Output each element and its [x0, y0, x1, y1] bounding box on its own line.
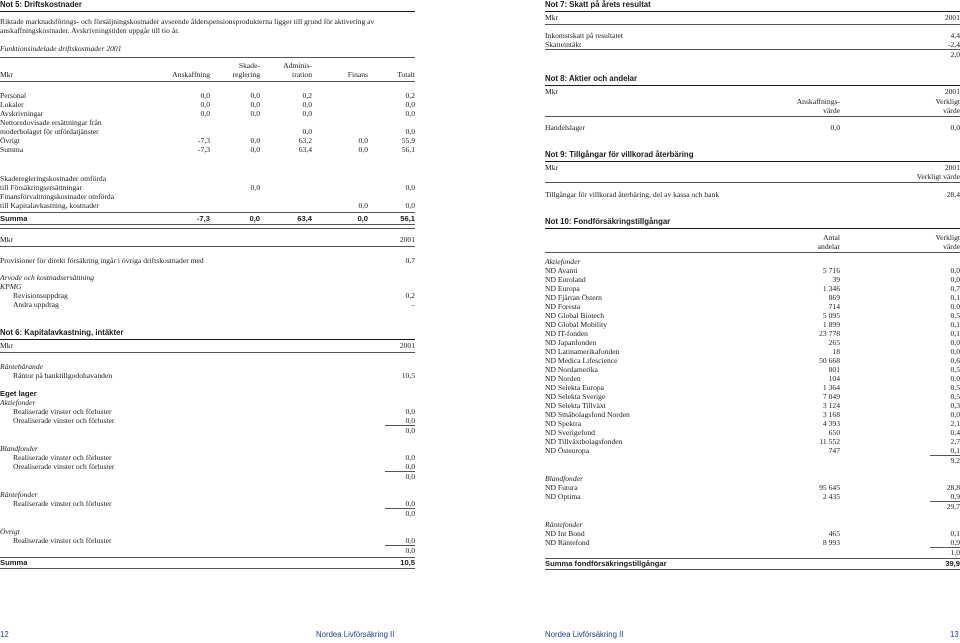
row-label: Lokaler: [0, 100, 24, 109]
group-sum-value: 0,0: [405, 546, 415, 555]
note10-title: Not 10: Fondförsäkringstillgångar: [545, 217, 671, 226]
fund-units: 18: [832, 347, 840, 356]
row-label: Inkomstskatt på resultatet: [545, 31, 624, 40]
group-line: [0, 499, 415, 508]
aktiefond-row: [545, 365, 960, 374]
fund-name: ND Futura: [545, 483, 578, 492]
row-value: 0,0: [358, 201, 368, 210]
fund-name: ND Europa: [545, 284, 580, 293]
line-label: Realiserade vinster och förluster: [13, 407, 112, 416]
note5-row: [0, 127, 415, 136]
handelslager-row: Handelslager 0,0 0,0: [545, 123, 960, 132]
row-label: Nettoredovisade ersättningar från: [0, 118, 102, 127]
fund-name: ND Selekta Tillväxt: [545, 401, 606, 410]
note5-row: [0, 109, 415, 118]
row-label: Avskrivningar: [0, 109, 44, 118]
aktiefond-row: [545, 311, 960, 320]
fund-units: 39: [832, 275, 840, 284]
fund-name: ND Foresta: [545, 302, 581, 311]
row-label: till Kapitalavkastning, kostnader: [0, 201, 99, 210]
note5-intro: Riktade marknadsförings- och försäljningskostnader avseende ålderspensionsprodukterna ligger till grund för aktivering av anskaffningskostnader. Avskrivningstiden uppgår till tio år.: [0, 17, 375, 35]
blandfond-row: [545, 483, 960, 492]
row-value: 0,0: [405, 201, 415, 210]
fund-value: 0,0: [950, 266, 960, 275]
fund-name: ND Spektra: [545, 419, 582, 428]
aktiefond-row: [545, 320, 960, 329]
note10-summa-row: Summa fondförsäkringstillgångar 39,9: [545, 559, 960, 568]
fund-name: ND Euroland: [545, 275, 586, 284]
note5-omforda-row: [0, 174, 415, 183]
rantefond-row: [545, 529, 960, 538]
fund-value: 0,4: [950, 428, 960, 437]
line-value: 0,0: [405, 407, 415, 416]
row-value: 0,0: [405, 183, 415, 192]
row-label: Personal: [0, 91, 27, 100]
group-line: [0, 416, 415, 425]
fund-name: ND Räntefond: [545, 538, 590, 547]
row-value: 0,0: [302, 127, 312, 136]
row-value: 0,0: [302, 109, 312, 118]
andra-uppdrag-row: Andra uppdrag –: [13, 300, 415, 309]
note9-title: Not 9: Tillgångar för villkorad återbäring: [545, 150, 694, 159]
group-sum: [0, 472, 415, 481]
footer-brand-left: Nordea Livförsäkring II: [316, 630, 395, 639]
note5-row: [0, 145, 415, 154]
fund-value: 0,1: [950, 529, 960, 538]
fund-units: 8 993: [822, 538, 840, 547]
fund-name: ND Global Mobility: [545, 320, 608, 329]
fund-value: 0,9: [950, 538, 960, 547]
fund-name: ND Latinamerikafonden: [545, 347, 620, 356]
group-line: [0, 536, 415, 545]
aktiefond-row: [545, 338, 960, 347]
villkorad-aterbaring-row: Tillgångar för villkorad återbäring, del av kassa och bank 28,4: [545, 190, 960, 199]
fund-name: ND Optima: [545, 492, 581, 501]
note8-title: Not 8: Aktier och andelar: [545, 74, 637, 83]
fund-value: 0,1: [950, 293, 960, 302]
fund-value: 0,1: [950, 320, 960, 329]
aktiefond-row: [545, 410, 960, 419]
footer-page-number-left: 12: [0, 630, 9, 639]
line-value: 0,0: [405, 499, 415, 508]
fund-value: 0,1: [950, 329, 960, 338]
note6-section: Not 6: Kapitalavkastning, intäkter Mkr 2001 Räntebärande Räntor på banktillgodohavanden 10,5 Eget lager Aktiefonder Realiserade vinster och förluster 0,0 Orealiserade vinster och förluster 0,0 0,0 Blandfonder Realiserade vinster och förluster 0,0 Orealiserade vinster och förluster 0,0 0,0 Räntefonder Realiserade vinster och förluster 0,0 0,0 Övrigt Realiserade vinster och förluster 0,0 0,0 Summa 10,5: [0, 328, 415, 567]
row-value: 0,0: [358, 145, 368, 154]
fund-units: 23 778: [819, 329, 840, 338]
group-line: [0, 462, 415, 471]
line-value: 0,0: [405, 416, 415, 425]
fund-units: 2 435: [822, 492, 840, 501]
fund-name: ND Avanti: [545, 266, 578, 275]
row-value: 55,9: [401, 136, 415, 145]
note5-row: [0, 136, 415, 145]
fund-value: 0,6: [950, 356, 960, 365]
line-label: Realiserade vinster och förluster: [13, 453, 112, 462]
aktiefond-row: [545, 383, 960, 392]
line-label: Orealiserade vinster och förluster: [13, 462, 115, 471]
fund-name: ND Selekta Europa: [545, 383, 605, 392]
fund-units: 11 552: [819, 437, 840, 446]
group-heading: Aktiefonder: [0, 398, 36, 407]
row-value: 0,0: [249, 214, 260, 223]
aktiefond-row: [545, 293, 960, 302]
row-label: Finansförvaltningskostnader omförda: [0, 192, 115, 201]
footer-page-number-right: 13: [950, 630, 959, 639]
row-value: 0,0: [302, 100, 312, 109]
note5-omforda-row: [0, 201, 415, 210]
group-sum-value: 0,0: [405, 426, 415, 435]
fund-units: 5 095: [822, 311, 840, 320]
note8-column-header: Anskaffnings- värde Verkligt värde: [796, 97, 960, 115]
note5-omforda-row: [0, 183, 415, 192]
note7-title: Not 7: Skatt på årets resultat: [545, 0, 651, 9]
note5-column-header: Mkr Anskaffning Skade- reglering Adminis- tration Finans Totalt: [0, 61, 415, 79]
fund-value: 0,5: [950, 383, 960, 392]
aktiefond-row: [545, 266, 960, 275]
row-value: 0,0: [405, 127, 415, 136]
line-value: 0,0: [405, 536, 415, 545]
row-label: Skatteintäkt: [545, 40, 582, 49]
row-label: Övrigt: [0, 136, 20, 145]
aktiefonder-sum-row: 9,2: [950, 456, 960, 465]
fund-value: 0,7: [950, 284, 960, 293]
provision-row: Provisioner för direkt försäkring ingår i övriga driftskostnader med 0,7: [0, 256, 415, 265]
fund-units: 95 645: [819, 483, 840, 492]
aktiefond-row: [545, 329, 960, 338]
line-value: 0,0: [405, 453, 415, 462]
blandfond-row: [545, 492, 960, 501]
fund-units: 104: [828, 374, 840, 383]
note6-groups: [0, 398, 415, 555]
note5-section: [0, 0, 415, 225]
row-value: -7,3: [197, 136, 210, 145]
group-heading: Räntefonder: [0, 490, 38, 499]
line-value: 0,0: [405, 462, 415, 471]
fund-name: ND Selekta Sverige: [545, 392, 606, 401]
fund-value: 28,8: [946, 483, 960, 492]
fund-name: ND Int Bond: [545, 529, 585, 538]
fund-units: 265: [828, 338, 840, 347]
fund-value: 0,1: [950, 446, 960, 455]
row-value: -7,3: [196, 214, 210, 223]
note5-title: Not 5: Driftskostnader: [0, 0, 82, 9]
aktiefond-row: [545, 392, 960, 401]
fund-value: 0,0: [950, 302, 960, 311]
fund-units: 7 049: [822, 392, 840, 401]
note5-subtitle: Funktionsindelade driftskostnader 2001: [0, 44, 122, 53]
aktiefond-row: [545, 419, 960, 428]
fund-name: ND Nordamerika: [545, 365, 598, 374]
aktiefond-row: [545, 302, 960, 311]
row-value: 0,0: [250, 109, 260, 118]
fund-value: 2,1: [950, 419, 960, 428]
rantefonder-sum-row: 1,0: [950, 548, 960, 557]
note5-table-omforda: [0, 174, 415, 210]
group-sum: [0, 426, 415, 435]
note7-table: [545, 31, 960, 49]
row-value: 0,2: [405, 91, 415, 100]
group-line: [0, 407, 415, 416]
row-label: Skaderegleringskostnader omförda: [0, 174, 107, 183]
aktiefond-row: [545, 437, 960, 446]
note8-section: Not 8: Aktier och andelar Mkr 2001 Anskaffnings- värde Verkligt värde Handelslager 0,0 0,0: [545, 74, 960, 132]
fund-value: 0,0: [950, 374, 960, 383]
fund-value: 2,7: [950, 437, 960, 446]
note7-sum-row: 2,0: [950, 50, 960, 59]
fund-value: 0,0: [950, 338, 960, 347]
group-heading: Övrigt: [0, 527, 20, 536]
note7-row: [545, 31, 960, 40]
note5-omforda-row: [0, 192, 415, 201]
group-sum: [0, 509, 415, 518]
line-label: Realiserade vinster och förluster: [13, 499, 112, 508]
group-sum-value: 0,0: [405, 509, 415, 518]
aktiefond-row: [545, 347, 960, 356]
note7-row: [545, 40, 960, 49]
fund-name: ND Norden: [545, 374, 581, 383]
fund-units: 1 346: [822, 284, 840, 293]
aktiefond-row: [545, 446, 960, 455]
aktiefond-row: [545, 284, 960, 293]
fund-name: ND Tillväxtbolagsfonden: [545, 437, 623, 446]
note10-column-header: Antal andelar Verkligt värde: [817, 233, 960, 251]
fund-name: ND Småbolagsfond Norden: [545, 410, 630, 419]
row-value: 0,0: [405, 100, 415, 109]
fund-units: 869: [828, 293, 840, 302]
row-value: 0,0: [250, 100, 260, 109]
row-label: moderbolaget för utfördatjänster: [0, 127, 99, 136]
aktiefond-row: [545, 356, 960, 365]
row-value: 0,0: [357, 214, 368, 223]
note5-mkr-block: Mkr 2001 Provisioner för direkt försäkring ingår i övriga driftskostnader med 0,7 Arvode och kostnadsersättning KPMG Revisionsuppdrag 0,2 Andra uppdrag –: [0, 228, 415, 309]
fund-name: ND Japanfonden: [545, 338, 597, 347]
row-label: Summa: [0, 214, 28, 223]
row-value: 63,2: [298, 136, 312, 145]
fund-value: 0,0: [950, 410, 960, 419]
fund-units: 1 364: [822, 383, 840, 392]
row-value: -7,3: [197, 145, 210, 154]
blandfonder-sum-row: 29,7: [946, 502, 960, 511]
line-label: Orealiserade vinster och förluster: [13, 416, 115, 425]
fund-value: 0,9: [950, 492, 960, 501]
fund-units: 465: [828, 529, 840, 538]
row-value: 0,0: [250, 145, 260, 154]
fund-units: 3 124: [822, 401, 840, 410]
fund-units: 3 168: [822, 410, 840, 419]
fund-units: 4 393: [822, 419, 840, 428]
group-line: [0, 453, 415, 462]
row-value: 0,0: [250, 91, 260, 100]
fund-name: ND Sverigefond: [545, 428, 595, 437]
group-sum-value: 0,0: [405, 472, 415, 481]
fund-value: 0,3: [950, 401, 960, 410]
row-value: 0,0: [250, 136, 260, 145]
fund-value: 0,0: [950, 347, 960, 356]
footer-brand-right: Nordea Livförsäkring II: [545, 630, 624, 639]
fund-units: 801: [828, 365, 840, 374]
fund-units: 1 899: [822, 320, 840, 329]
fund-units: 50 668: [819, 356, 840, 365]
fund-units: 5 716: [822, 266, 840, 275]
row-value: 0,0: [250, 183, 260, 192]
row-value: 0,0: [358, 136, 368, 145]
row-value: 63,4: [297, 214, 312, 223]
note5-summa-row: [0, 214, 415, 223]
fund-value: 0,5: [950, 311, 960, 320]
page-left: [0, 0, 415, 643]
group-sum: [0, 546, 415, 555]
line-label: Realiserade vinster och förluster: [13, 536, 112, 545]
note7-section: Not 7: Skatt på årets resultat Mkr 2001 Inkomstskatt på resultatet 4,4 Skatteintäkt -2,4 2,0: [545, 0, 960, 59]
fund-name: ND Östeuropa: [545, 446, 590, 455]
page-right: [545, 0, 960, 643]
rantor-row: Räntor på banktillgodohavanden 10,5: [13, 371, 415, 380]
fund-value: 0,5: [950, 365, 960, 374]
note5-row: [0, 118, 415, 127]
aktiefond-row: [545, 374, 960, 383]
fund-name: ND IT-fonden: [545, 329, 588, 338]
fund-name: ND Fjärran Östern: [545, 293, 602, 302]
note6-title: Not 6: Kapitalavkastning, intäkter: [0, 328, 124, 337]
note5-table: [0, 91, 415, 154]
note9-section: Not 9: Tillgångar för villkorad återbäring Mkr 2001 Verkligt värde Tillgångar för villkorad återbäring, del av kassa och bank 28,4: [545, 150, 960, 199]
row-label: till Försäkringsersättningar: [0, 183, 83, 192]
row-value: 0,0: [200, 109, 210, 118]
rantefonder-list: [545, 529, 960, 548]
aktiefonder-list: [545, 266, 960, 456]
note5-row: [0, 91, 415, 100]
fund-units: 714: [828, 302, 840, 311]
fund-value: 0,5: [950, 392, 960, 401]
fund-name: ND Global Biotech: [545, 311, 605, 320]
row-value: 4,4: [950, 31, 960, 40]
blandfonder-list: [545, 483, 960, 502]
aktiefond-row: [545, 428, 960, 437]
row-value: 56,1: [401, 145, 415, 154]
aktiefond-row: [545, 401, 960, 410]
note10-section: Not 10: Fondförsäkringstillgångar Antal andelar Verkligt värde Aktiefonder ND Avanti 5 716 0,0 ND Euroland 39 0,0 ND Europa 1 346 0,7 ND Fjärran Östern 869 0,1 ND Foresta 714 0,0 ND Global Biotech 5 095 0,5 ND Global Mobility 1 899 0,1 ND IT-fonden 23 778 0,1 ND Japanfonden 265 0,0 ND Latinamerikafonden 18 0,0 ND Medica Lifescience 50 668 0,6 ND Nordamerika 801 0,5 ND Norden 104 0,0 ND Selekta Europa 1 364 0,5 ND Selekta Sverige 7 049 0,5 ND Selekta Tillväxt 3 124 0,3 ND Småbolagsfond Norden 3 168 0,0 ND Spektra 4 393 2,1 ND Sverigefond 650 0,4 ND Tillväxtbolagsfonden 11 552 2,7 ND Östeuropa 747 0,1 9,2 Blandfonder ND Futura 95 645 28,8 ND Optima 2 435 0,9 29,7 Räntefonder ND Int Bond 465 0,1 ND Räntefond 8 993 0,9 1,0 Summa fondförsäkringstillgångar 39,9: [545, 217, 960, 568]
fund-units: 747: [828, 446, 840, 455]
row-value: 56,1: [400, 214, 415, 223]
fund-name: ND Medica Lifescience: [545, 356, 618, 365]
rantefond-row: [545, 538, 960, 547]
note6-summa-row: Summa 10,5: [0, 558, 415, 567]
aktiefond-row: [545, 275, 960, 284]
row-label: Summa: [0, 145, 24, 154]
fund-value: 0,0: [950, 275, 960, 284]
row-value: 0,0: [200, 100, 210, 109]
row-value: -2,4: [947, 40, 960, 49]
row-value: 0,0: [405, 109, 415, 118]
eget-lager-heading: Eget lager: [0, 389, 37, 398]
fund-units: 650: [828, 428, 840, 437]
row-value: 0,0: [200, 91, 210, 100]
row-value: 63,4: [298, 145, 312, 154]
revision-row: Revisionsuppdrag 0,2: [13, 291, 415, 300]
note5-row: [0, 100, 415, 109]
row-value: 0,2: [302, 91, 312, 100]
group-heading: Blandfonder: [0, 444, 38, 453]
